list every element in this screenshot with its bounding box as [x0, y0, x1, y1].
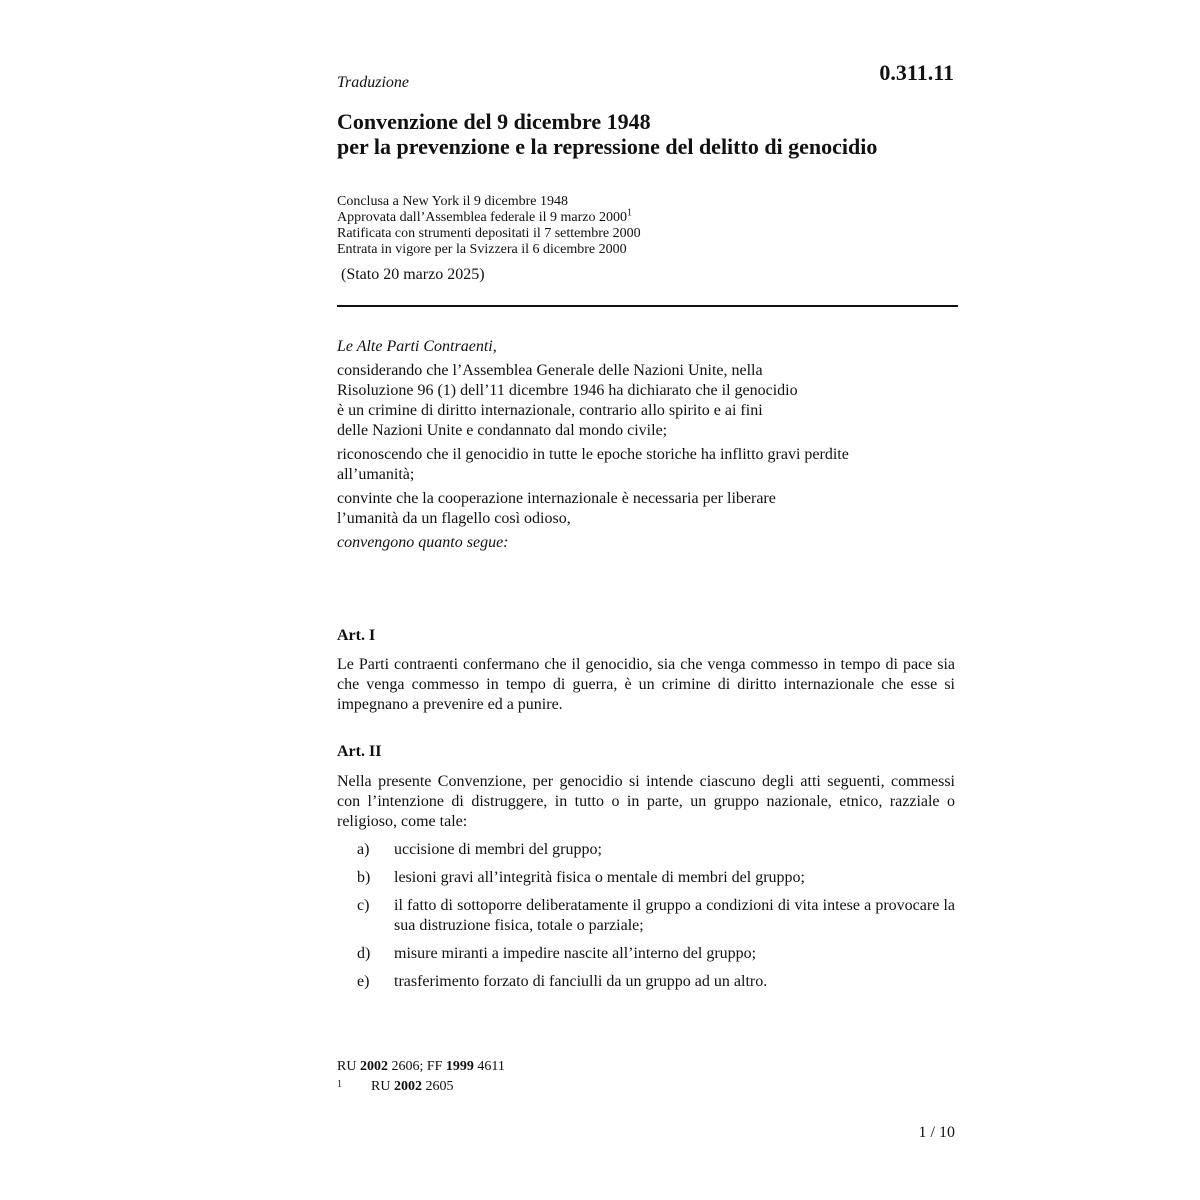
- text-line: convinte che la cooperazione internazionale è necessaria per liberare: [337, 490, 776, 507]
- header-divider: [337, 305, 958, 307]
- list-item: [337, 840, 955, 860]
- list-marker: b): [357, 869, 371, 886]
- document-title: [337, 109, 877, 159]
- list-item-text: il fatto di sottoporre deliberatamente il gruppo a condizioni di vita intese a provocare la sua distruzione fisica, totale o parziale;: [394, 897, 955, 934]
- list-item-text: uccisione di membri del gruppo;: [394, 841, 602, 858]
- meta-concluded: Conclusa a New York il 9 dicembre 1948: [337, 194, 568, 209]
- ru-page: 2606; FF: [391, 1059, 443, 1074]
- list-marker: a): [357, 841, 370, 858]
- footnote: [337, 1079, 453, 1095]
- article-2-list: [337, 840, 955, 1000]
- article-2-heading: Art. II: [337, 743, 382, 760]
- list-item-text: trasferimento forzato di fanciulli da un gruppo ad un altro.: [394, 973, 768, 990]
- list-marker: d): [357, 945, 371, 962]
- translation-label: Traduzione: [337, 74, 410, 91]
- text-line: l’umanità da un flagello così odioso,: [337, 510, 571, 527]
- preamble-paragraph-1: [337, 361, 957, 441]
- list-item-text: lesioni gravi all’integrità fisica o mentale di membri del gruppo;: [394, 869, 805, 886]
- preamble-opening: Le Alte Parti Contraenti,: [337, 338, 497, 355]
- meta-in-force: Entrata in vigore per la Svizzera il 6 dicembre 2000: [337, 242, 627, 257]
- ru-year: 2002: [359, 1059, 388, 1074]
- preamble: [337, 337, 957, 557]
- text-line: riconoscendo che il genocidio in tutte le epoche storiche ha inflitto gravi perdite: [337, 446, 849, 463]
- status-date: (Stato 20 marzo 2025): [341, 266, 485, 283]
- ru-label: RU: [337, 1059, 357, 1074]
- text-line: delle Nazioni Unite e condannato dal mondo civile;: [337, 422, 668, 439]
- source-reference: [337, 1059, 505, 1075]
- preamble-closing: convengono quanto segue:: [337, 534, 509, 551]
- preamble-paragraph-2: [337, 445, 957, 485]
- ff-page: 4611: [477, 1059, 505, 1074]
- list-item: [337, 972, 955, 992]
- footnote-ru-label: RU: [371, 1079, 391, 1094]
- document-number: 0.311.11: [879, 60, 954, 85]
- title-line-2: per la prevenzione e la repressione del delitto di genocidio: [337, 134, 878, 159]
- text-line: Risoluzione 96 (1) dell’11 dicembre 1946 ha dichiarato che il genocidio: [337, 382, 798, 399]
- page-number: 1 / 10: [918, 1124, 955, 1141]
- meta-approved: [337, 207, 641, 226]
- title-line-1: Convenzione del 9 dicembre 1948: [337, 109, 651, 134]
- list-item: [337, 896, 955, 936]
- footnote-reference[interactable]: 1: [627, 207, 633, 219]
- article-1-text: Le Parti contraenti confermano che il genocidio, sia che venga commesso in tempo di pace sia che venga commesso in tempo di guerra, è un crimine di diritto internazionale che esse si impegnano a prevenire ed a punire.: [337, 656, 955, 713]
- text-line: considerando che l’Assemblea Generale delle Nazioni Unite, nella: [337, 362, 763, 379]
- meta-approved-text: Approvata dall’Assemblea federale il 9 marzo 2000: [337, 210, 628, 225]
- text-line: all’umanità;: [337, 466, 415, 483]
- list-marker: c): [357, 897, 370, 914]
- ff-year: 1999: [445, 1059, 474, 1074]
- meta-ratified: Ratificata con strumenti depositati il 7 settembre 2000: [337, 226, 641, 241]
- list-item: [337, 868, 955, 888]
- text-line: è un crimine di diritto internazionale, contrario allo spirito e ai fini: [337, 402, 763, 419]
- article-2-intro: Nella presente Convenzione, per genocidio si intende ciascuno degli atti seguenti, commessi con l’intenzione di distruggere, in tutto o in parte, un gruppo nazionale, etnico, razziale o religioso, come tale:: [337, 773, 955, 830]
- preamble-paragraph-3: [337, 489, 957, 529]
- article-1-heading: Art. I: [337, 627, 376, 644]
- footnote-year: 2002: [393, 1079, 422, 1094]
- list-item: [337, 944, 955, 964]
- footnote-marker: 1: [337, 1079, 342, 1090]
- document-metadata: [337, 194, 641, 258]
- list-item-text: misure miranti a impedire nascite all’interno del gruppo;: [394, 945, 757, 962]
- list-marker: e): [357, 973, 370, 990]
- footnote-page: 2605: [425, 1079, 454, 1094]
